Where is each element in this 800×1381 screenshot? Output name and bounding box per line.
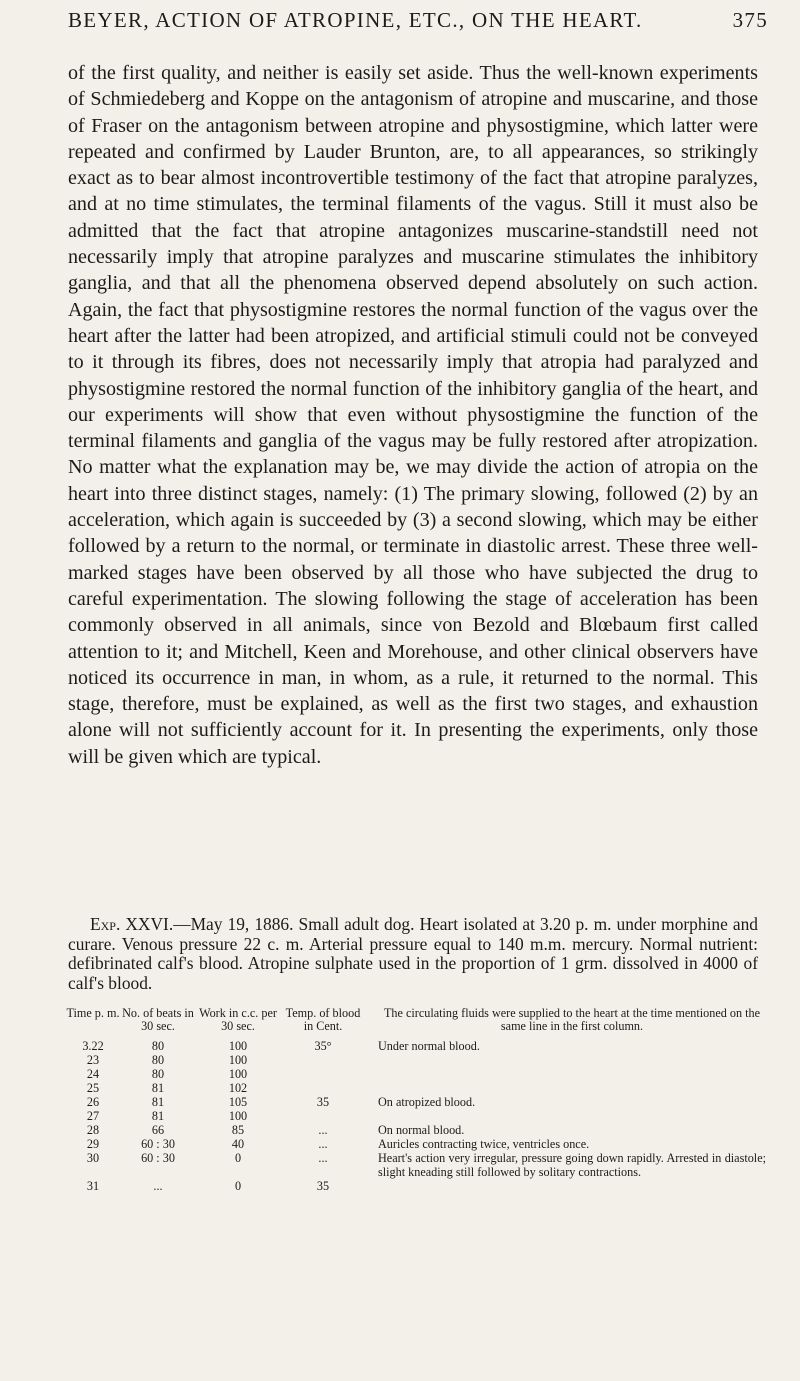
cell-temp xyxy=(280,1081,366,1095)
table-row xyxy=(66,1053,766,1067)
cell-beats: 81 xyxy=(151,1094,165,1109)
cell-work: 40 xyxy=(231,1136,245,1151)
cell-beats: 81 xyxy=(151,1080,165,1095)
cell-beats: 60 : 30 xyxy=(141,1150,175,1165)
running-header xyxy=(68,8,768,33)
cell-time: 29 xyxy=(86,1136,100,1151)
cell-work: 0 xyxy=(234,1178,242,1193)
table-row xyxy=(66,1109,766,1123)
table-row xyxy=(66,1039,766,1053)
cell-work: 100 xyxy=(228,1108,248,1123)
table-row xyxy=(66,1151,766,1179)
cell-time: 25 xyxy=(86,1080,100,1095)
header-temp: Temp. of blood in Cent. xyxy=(285,1006,361,1033)
header-remarks: The circulating fluids were supplied to the heart at the time mentioned on the same line in the first column. xyxy=(383,1006,760,1033)
cell-beats: 66 xyxy=(151,1122,165,1137)
cell-temp: 35 xyxy=(316,1178,330,1193)
cell-remarks: On atropized blood. xyxy=(378,1094,476,1109)
cell-work: 102 xyxy=(228,1080,248,1095)
cell-time: 28 xyxy=(86,1122,100,1137)
header-beats: No. of beats in 30 sec. xyxy=(122,1006,194,1033)
table-row xyxy=(66,1067,766,1081)
cell-time: 31 xyxy=(86,1178,100,1193)
cell-time: 23 xyxy=(86,1052,100,1067)
cell-temp: ... xyxy=(318,1136,328,1151)
cell-remarks: Heart's action very irregular, pressure going down rapidly. Arrested in diastole; slight kneading still followed by solitary contractions. xyxy=(378,1150,766,1179)
cell-time: 27 xyxy=(86,1108,100,1123)
cell-temp: 35 xyxy=(316,1094,330,1109)
cell-work: 0 xyxy=(234,1150,242,1165)
table-row xyxy=(66,1137,766,1151)
cell-time: 24 xyxy=(86,1066,100,1081)
cell-temp xyxy=(280,1067,366,1081)
cell-remarks xyxy=(366,1081,766,1095)
page-number: 375 xyxy=(732,8,768,32)
experiment-table xyxy=(66,1007,766,1193)
cell-beats: 60 : 30 xyxy=(141,1136,175,1151)
cell-remarks xyxy=(366,1179,766,1193)
experiment-text: —May 19, 1886. Small adult dog. Heart isolated at 3.20 p. m. under morphine and curare. Venous pressure 22 c. m. Arterial pressure equal to 140 m.m. mercury. Normal nutrient: defibrinated calf's blood. Atropine sulphate used in the proportion of 1 grm. dissolved in 4000 of calf's blood. xyxy=(68,914,758,993)
cell-temp xyxy=(280,1109,366,1123)
cell-beats: ... xyxy=(153,1178,163,1193)
cell-remarks: Under normal blood. xyxy=(378,1038,480,1053)
table-row xyxy=(66,1123,766,1137)
table-row xyxy=(66,1179,766,1193)
cell-work: 100 xyxy=(228,1066,248,1081)
experiment-description xyxy=(68,915,758,993)
cell-work: 105 xyxy=(228,1094,248,1109)
cell-temp: 35° xyxy=(314,1038,332,1053)
cell-work: 85 xyxy=(231,1122,245,1137)
table-header-row xyxy=(66,1007,766,1039)
cell-time: 3.22 xyxy=(82,1038,104,1053)
header-time: Time p. m. xyxy=(66,1006,120,1020)
cell-beats: 81 xyxy=(151,1108,165,1123)
cell-beats: 80 xyxy=(151,1052,165,1067)
experiment-label: Exp. XXVI. xyxy=(90,914,174,934)
cell-remarks xyxy=(366,1109,766,1123)
body-paragraph xyxy=(68,60,758,770)
table-row xyxy=(66,1095,766,1109)
cell-remarks: Auricles contracting twice, ventricles once. xyxy=(378,1136,590,1151)
cell-temp: ... xyxy=(318,1150,328,1165)
cell-remarks: On normal blood. xyxy=(378,1122,465,1137)
table-row xyxy=(66,1081,766,1095)
cell-temp: ... xyxy=(318,1122,328,1137)
cell-work: 100 xyxy=(228,1052,248,1067)
cell-temp xyxy=(280,1053,366,1067)
cell-time: 30 xyxy=(86,1150,100,1165)
body-text: of the first quality, and neither is easily set aside. Thus the well-known experiments of Schmiedeberg and Koppe on the antagonism of atropine and muscarine, and those of Fraser on the antagonism between atropine and physostigmine, which latter were repeated and confirmed by Lauder Brunton, are, to all appearances, so strikingly exact as to bear almost incontrovertible testimony of the fact that atropine paralyzes, and at no time stimulates, the terminal filaments of the vagus. Still it must also be admitted that the fact that atropine antagonizes muscarine-standstill need not necessarily imply that atropine paralyzes and muscarine stimulates the inhibitory ganglia, and that all the phenomena observed depend absolutely on such action. Again, the fact that physostigmine restores the normal function of the vagus over the heart after the latter had been atropized, and artificial stimuli could not be conveyed to it through its fibres, does not necessarily imply that atropia had paralyzed and physostigmine restored the normal function of the inhibitory ganglia of the heart, and our experiments will show that even without physostigmine the function of the terminal filaments and ganglia of the vagus may be fully restored after atropization. No matter what the explanation may be, we may divide the action of atropia on the heart into three distinct stages, namely: (1) The primary slowing, followed (2) by an acceleration, which again is succeeded by (3) a second slowing, which may be either followed by a return to the normal, or terminate in diastolic arrest. These three well-marked stages have been observed by all those who have subjected the drug to careful experimentation. The slowing following the stage of acceleration has been commonly observed in all animals, since von Bezold and Blœbaum first called attention to it; and Mitchell, Keen and Morehouse, and other clinical observers have noticed its occurrence in man, in whom, as a rule, it returned to the normal. This stage, therefore, must be explained, as well as the first two stages, and exhaustion alone will not sufficiently account for it. In presenting the experiments, only those will be given which are typical. xyxy=(68,62,758,768)
cell-time: 26 xyxy=(86,1094,100,1109)
running-title: BEYER, ACTION OF ATROPINE, ETC., ON THE HEART. xyxy=(68,8,643,32)
cell-beats: 80 xyxy=(151,1038,165,1053)
cell-work: 100 xyxy=(228,1038,248,1053)
cell-remarks xyxy=(366,1053,766,1067)
cell-remarks xyxy=(366,1067,766,1081)
cell-beats: 80 xyxy=(151,1066,165,1081)
header-work: Work in c.c. per 30 sec. xyxy=(199,1006,277,1033)
